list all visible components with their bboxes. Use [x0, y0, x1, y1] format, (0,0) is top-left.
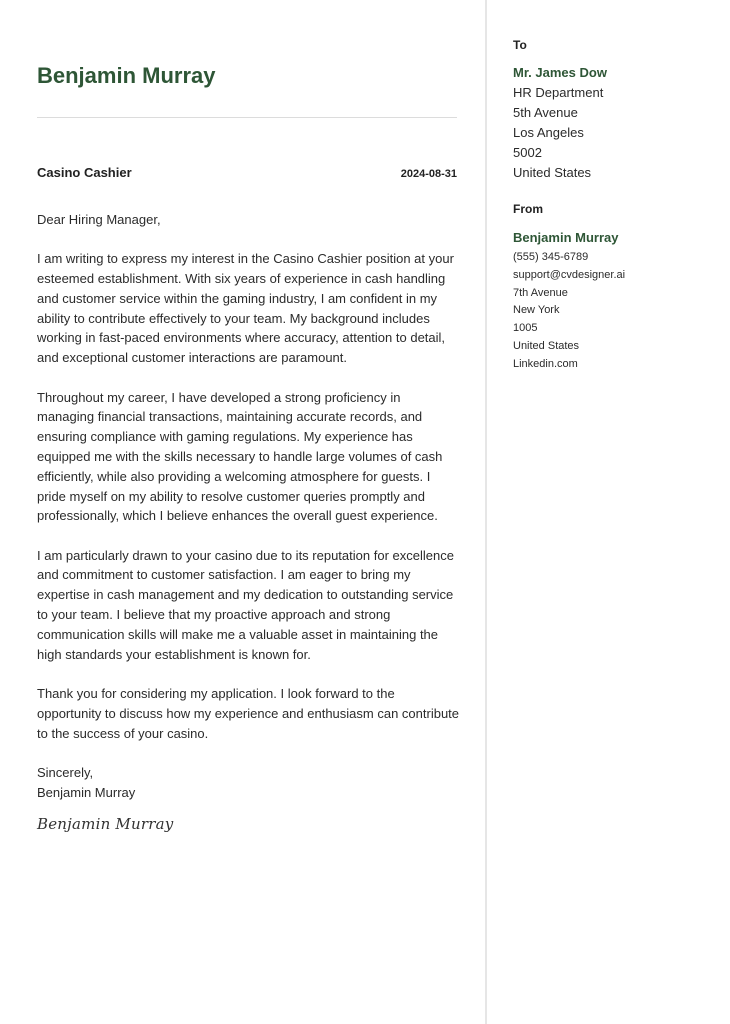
paragraph-1: I am writing to express my interest in the Casino Cashier position at your esteemed establishment. With six years of experience in cash handling and customer service within the gaming industry, I am confident in my ability to contribute effectively to your team. My background includes working in fast-paced environments where accuracy, attention to detail, and exceptional customer interactions are paramount. — [37, 251, 454, 366]
recipient-street: 5th Avenue — [513, 105, 578, 120]
sender-phone[interactable]: (555) 345-6789 — [513, 251, 589, 263]
sender-country: United States — [513, 339, 580, 352]
job-title: Casino Cashier — [37, 165, 132, 180]
paragraph-3: I am particularly drawn to your casino due to its reputation for excellence and commitment to customer satisfaction. I am eager to bring my expertise in cash management and my dedication to outstanding service to your team. I believe that my proactive approach and strong communication skills will make me a valuable asset in maintaining the high standards your establishment is known for. — [37, 547, 454, 662]
recipient-department: HR Department — [513, 85, 604, 100]
sender-street: 7th Avenue — [513, 286, 568, 299]
recipient-zip: 5002 — [513, 145, 542, 160]
sender-block — [513, 228, 625, 374]
paragraph-4: Thank you for considering my application. I look forward to the opportunity to discuss how my experience and enthusiasm can contribute to the success of your casino. — [37, 685, 460, 741]
paragraph-2: Throughout my career, I have developed a strong proficiency in managing financial transactions, maintaining accurate records, and ensuring compliance with gaming regulations. My experience has equipped me with the skills necessary to handle large volumes of cash efficiently, while also providing a welcoming atmosphere for guests. I pride myself on my ability to resolve customer queries promptly and professionally, which I believe enhances the overall guest experience. — [37, 389, 443, 524]
sender-email[interactable]: support@cvdesigner.ai — [513, 268, 626, 281]
job-row — [37, 165, 457, 180]
recipient-block — [513, 63, 607, 183]
recipient-name: Mr. James Dow — [513, 65, 607, 80]
to-label: To — [513, 38, 527, 52]
recipient-country: United States — [513, 165, 592, 180]
from-label: From — [513, 202, 543, 216]
column-divider — [485, 0, 487, 1024]
sender-city: New York — [513, 304, 560, 317]
letter-body — [37, 210, 459, 802]
closing-name: Benjamin Murray — [37, 784, 136, 800]
handwritten-signature: Benjamin Murray — [37, 815, 174, 833]
sender-name-heading: Benjamin Murray — [37, 63, 216, 88]
recipient-city: Los Angeles — [513, 125, 584, 140]
sender-linkedin-link[interactable]: Linkedin.com — [513, 357, 578, 370]
closing: Sincerely, — [37, 764, 94, 780]
greeting: Dear Hiring Manager, — [37, 212, 161, 227]
sender-contact-name: Benjamin Murray — [513, 230, 619, 245]
header-divider — [37, 117, 457, 118]
letter-date: 2024-08-31 — [400, 168, 457, 180]
sender-zip: 1005 — [513, 322, 538, 335]
